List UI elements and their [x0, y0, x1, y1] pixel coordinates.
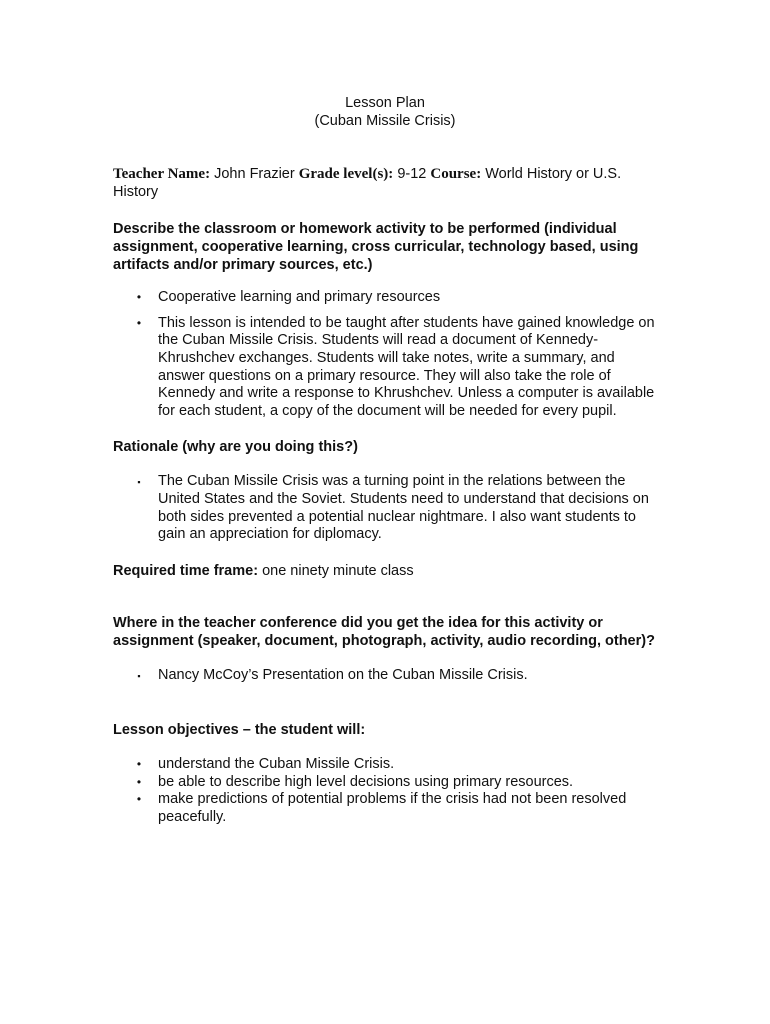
list-item	[113, 774, 658, 792]
list-item-text: make predictions of potential problems if the crisis had not been resolved peacefully.	[158, 791, 627, 825]
timeframe-label: Required time frame:	[113, 562, 259, 579]
bullet-icon: •	[136, 792, 142, 807]
list-item-text: The Cuban Missile Crisis was a turning point in the relations between the United States and the Soviet. Students need to understand that decisions on both sides prevented a potential nuclear nightmare. I also want students to gain an appreciation for diplomacy.	[158, 473, 649, 543]
activity-heading: Describe the classroom or homework activity to be performed (individual assignment, cooperative learning, cross curricular, technology based, using artifacts and/or primary sources, etc.)	[113, 221, 639, 274]
bullet-icon: •	[136, 290, 142, 305]
square-bullet-icon: ▪	[137, 671, 141, 682]
teacher-value: John Frazier	[214, 166, 295, 182]
list-item	[113, 791, 658, 826]
objectives-heading: Lesson objectives – the student will:	[113, 721, 366, 738]
activity-list	[113, 289, 658, 420]
list-item	[113, 667, 658, 685]
list-item-text: understand the Cuban Missile Crisis.	[158, 755, 395, 772]
bullet-icon: •	[136, 756, 142, 771]
grade-value: 9-12	[397, 166, 427, 182]
document-body	[113, 166, 658, 826]
source-list	[113, 667, 658, 685]
list-item	[113, 289, 658, 307]
list-item-text: Nancy McCoy’s Presentation on the Cuban Missile Crisis.	[158, 667, 528, 684]
source-heading: Where in the teacher conference did you get the idea for this activity or assignment (speaker, document, photograph, activity, audio recording, other)?	[113, 615, 655, 650]
document-subtitle: (Cuban Missile Crisis)	[314, 113, 456, 129]
list-item-text: be able to describe high level decisions using primary resources.	[158, 773, 574, 790]
list-item-text: Cooperative learning and primary resources	[158, 289, 441, 306]
list-item	[113, 756, 658, 774]
course-label: Course:	[430, 166, 482, 182]
title-block	[0, 94, 770, 130]
rationale-heading: Rationale (why are you doing this?)	[113, 439, 358, 456]
bullet-icon: •	[136, 774, 142, 789]
document-title: Lesson Plan	[345, 95, 425, 111]
list-item-text: This lesson is intended to be taught after students have gained knowledge on the Cuban Missile Crisis. Students will read a document of Kennedy-Khrushchev exchanges. Students will take notes, write a summary, and answer questions on a primary resource. They will also take the role of Kennedy and write a response to Khrushchev. Unless a computer is available for each student, a copy of the document will be needed for every pupil.	[158, 314, 655, 419]
timeframe	[113, 562, 658, 581]
objectives-list	[113, 756, 658, 826]
grade-label: Grade level(s):	[298, 166, 394, 182]
list-item	[113, 315, 658, 421]
teacher-label: Teacher Name:	[113, 166, 211, 182]
list-item	[113, 473, 658, 543]
timeframe-value: one ninety minute class	[262, 562, 414, 579]
square-bullet-icon: ▪	[137, 477, 141, 488]
course-value: World History or U.S. History	[113, 166, 622, 200]
bullet-icon: •	[136, 315, 142, 330]
rationale-list	[113, 473, 658, 543]
teacher-info	[113, 166, 658, 201]
